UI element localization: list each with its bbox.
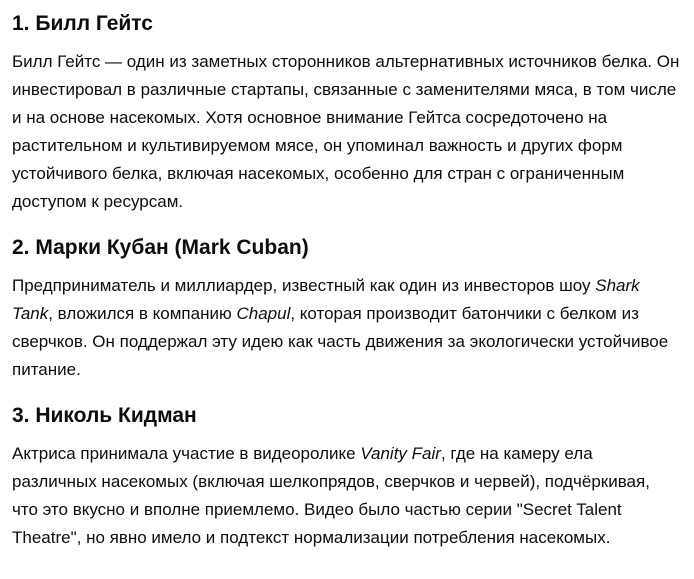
section-paragraph <box>12 440 680 552</box>
text-run: , которая производит батончики с белком из сверчков. Он поддержал эту идею как часть движения за экологически устойчивое питание. <box>12 304 669 379</box>
text-run: , вложился в компанию <box>48 304 237 323</box>
list-section <box>12 402 680 552</box>
section-heading: 3. Николь Кидман <box>12 404 197 427</box>
text-run: , где на камеру ела различных насекомых (включая шелкопрядов, сверчков и червей), подчёркивая, что это вкусно и вполне приемлемо. Видео было частью серии "Secret Talent Theatre", но явно имело и подтекст нормализации потребления насекомых. <box>12 444 650 547</box>
italic-text-run: Shark Tank <box>12 276 640 323</box>
section-heading: 2. Марки Кубан (Mark Cuban) <box>12 236 309 259</box>
text-run: Актриса принимала участие в видеоролике <box>12 444 361 463</box>
list-section <box>12 234 680 384</box>
italic-text-run: Vanity Fair <box>360 444 441 463</box>
section-paragraph <box>12 272 680 384</box>
italic-text-run: Chapul <box>236 304 291 323</box>
list-section <box>12 10 680 216</box>
text-run: Предприниматель и миллиардер, известный как один из инвесторов шоу <box>12 276 596 295</box>
text-run: Билл Гейтс — один из заметных сторонников альтернативных источников белка. Он инвестировал в различные стартапы, связанные с заменителями мяса, в том числе и на основе насекомых. Хотя основное внимание Гейтса сосредоточено на растительном и культивируемом мясе, он упоминал важность и других форм устойчивого белка, включая насекомых, особенно для стран с ограниченным доступом к ресурсам. <box>12 52 680 211</box>
section-paragraph <box>12 48 680 216</box>
section-heading: 1. Билл Гейтс <box>12 12 153 35</box>
